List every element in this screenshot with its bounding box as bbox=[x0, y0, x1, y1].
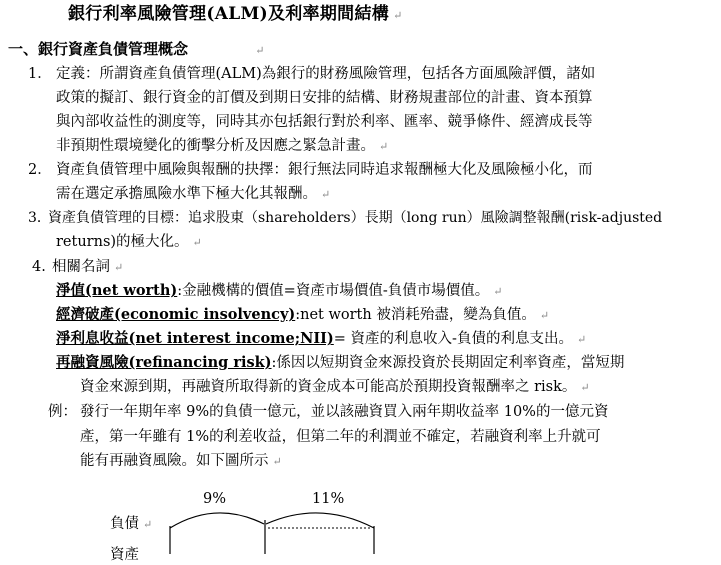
section-heading-text: 一、銀行資產負債管理概念 bbox=[8, 40, 189, 58]
item-1-number: 1． bbox=[28, 66, 52, 82]
item-1-line-2: 政策的擬訂、銀行資金的訂價及到期日安排的結構、財務規畫部位的計畫、資本預算 bbox=[56, 90, 593, 106]
year2-arc bbox=[266, 513, 374, 528]
item-4-number: 4. bbox=[32, 259, 46, 275]
example-line-1: 發行一年期年率 9%的負債一億元，並以該融資買入兩年期收益率 10%的一億元資 bbox=[80, 404, 609, 420]
rate-label-year1: 9% bbox=[203, 491, 227, 507]
item-3-number: 3． bbox=[28, 210, 51, 226]
item-1-line-1: 定義：所謂資產負債管理(ALM)為銀行的財務風險管理，包括各方面風險評價，諸如 bbox=[56, 66, 596, 82]
item-2-line-2: 需在選定承擔風險水準下極大化其報酬。 ↵ bbox=[56, 186, 331, 202]
item-4-heading: 相關名詞 ↵ bbox=[52, 259, 124, 275]
document-title-text: 銀行利率風險管理(ALM)及利率期間結構 bbox=[68, 4, 390, 24]
item-2-line-1: 資產負債管理中風險與報酬的抉擇：銀行無法同時追求報酬極大化及風險極小化，而 bbox=[56, 162, 593, 178]
item-1-line-3: 與內部收益性的測度等，同時其亦包括銀行對於利率、匯率、競爭條件、經濟成長等 bbox=[56, 114, 593, 130]
liability-label: 負債 ↵ bbox=[110, 516, 153, 532]
paragraph-mark: ↵ bbox=[393, 9, 403, 22]
term-net-worth: 淨值(net worth):金融機構的價值=資產市場價值-負債市場價值。 ↵ bbox=[56, 282, 503, 299]
item-1-line-4: 非預期性環境變化的衝擊分析及因應之緊急計畫。 ↵ bbox=[56, 138, 389, 154]
term-economic-insolvency: 經濟破產(economic insolvency):net worth 被消耗殆盡，變為負值。 ↵ bbox=[56, 306, 550, 323]
example-line-2: 產，第一年雖有 1%的利差收益，但第二年的利潤並不確定，若融資利率上升就可 bbox=[80, 429, 601, 445]
year1-arc bbox=[170, 513, 264, 528]
example-line-3: 能有再融資風險。如下圖所示 ↵ bbox=[80, 453, 282, 469]
item-3-line-1: 資產負債管理的目標：追求股東（shareholders）長期（long run）風險調整報酬(risk-adjusted bbox=[48, 210, 663, 226]
asset-label: 資產 bbox=[110, 547, 139, 563]
term-refinancing-risk-cont: 資金來源到期，再融資所取得新的資金成本可能高於預期投資報酬率之 risk。 ↵ bbox=[80, 379, 590, 395]
paragraph-mark: ↵ bbox=[255, 44, 265, 57]
example-label: 例： bbox=[48, 404, 77, 420]
item-2-number: 2． bbox=[28, 162, 52, 178]
term-nii: 淨利息收益(net interest income;NII)= 資產的利息收入-負債的利息支出。 ↵ bbox=[56, 330, 587, 347]
item-3-line-2: returns)的極大化。 ↵ bbox=[56, 234, 202, 250]
term-refinancing-risk: 再融資風險(refinancing risk):係因以短期資金來源投資於長期固定利率資產，當短期 bbox=[56, 354, 625, 371]
rate-label-year2: 11% bbox=[312, 491, 345, 507]
